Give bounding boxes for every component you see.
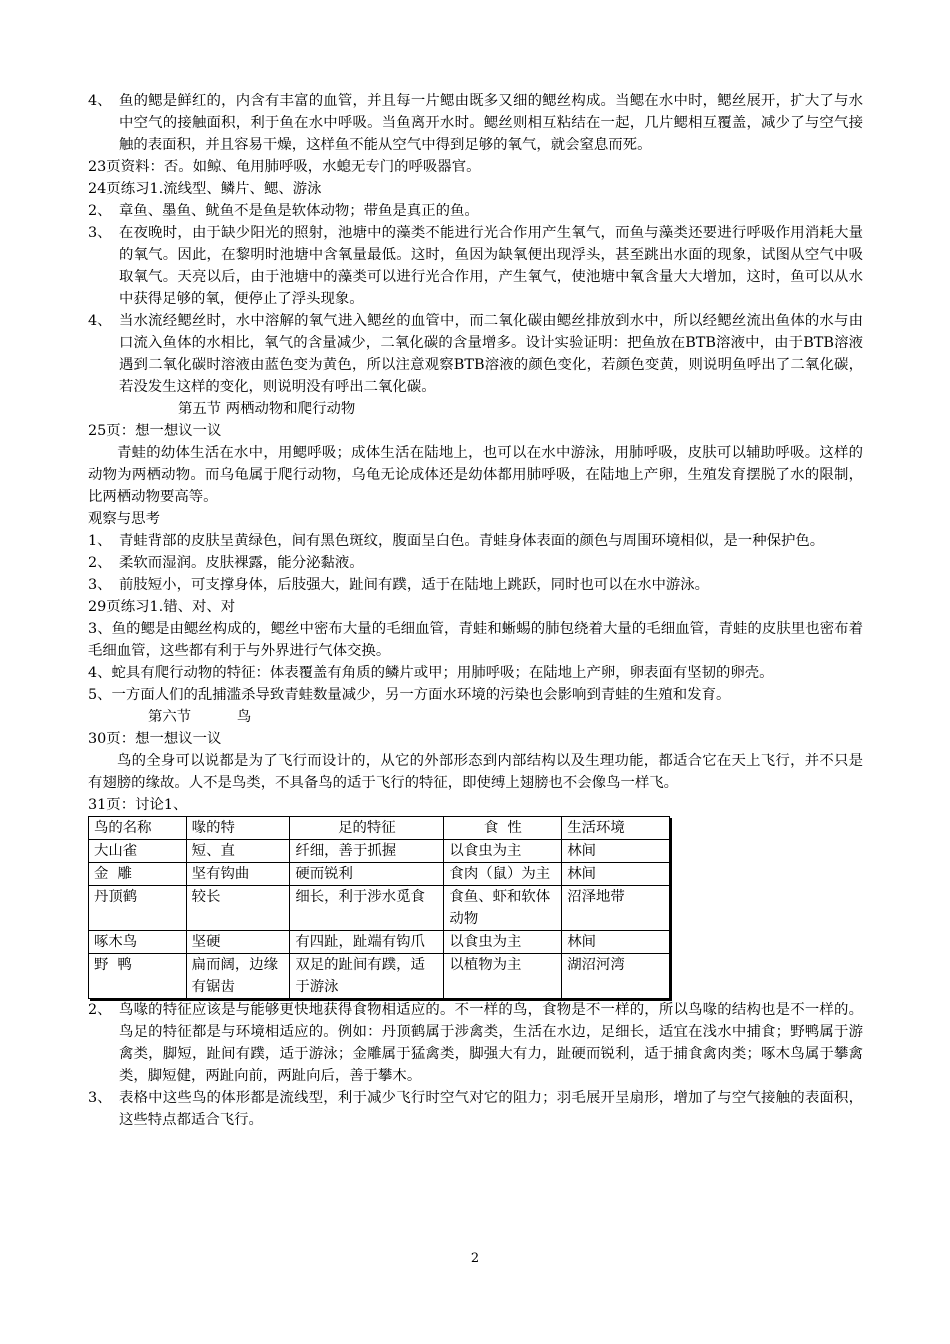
table-cell: 食肉（鼠）为主 <box>444 863 562 886</box>
p29-exercise: 29页练习1.错、对、对 <box>88 599 236 615</box>
table-header-row <box>89 817 670 840</box>
table-cell: 丹顶鹤 <box>89 886 187 931</box>
table-cell: 细长，利于涉水觅食 <box>290 886 444 931</box>
table-cell: 啄木鸟 <box>89 931 187 954</box>
table-cell: 金 雕 <box>89 863 187 886</box>
table-cell: 湖沼河湾 <box>562 954 670 999</box>
table-header: 喙的特 <box>186 817 290 840</box>
table-row <box>89 931 670 954</box>
table-row <box>89 954 670 999</box>
table-row <box>89 840 670 863</box>
table-row <box>89 863 670 886</box>
p30-text: 鸟的全身可以说都是为了飞行而设计的，从它的外部形态到内部结构以及生理功能，都适合它在天上飞行，并不只是有翅膀的缘故。人不是鸟类，不具备鸟的适于飞行的特征，即使缚上翅膀也不会像鸟一样飞。 <box>88 753 863 791</box>
table-cell: 纤细，善于抓握 <box>290 840 444 863</box>
table-cell: 大山雀 <box>89 840 187 863</box>
table-header: 鸟的名称 <box>89 817 187 840</box>
table-row <box>89 886 670 931</box>
section-5-heading: 第五节 两栖动物和爬行动物 <box>178 401 356 417</box>
p23-material: 23页资料：否。如鲸、龟用肺呼吸，水螅无专门的呼吸器官。 <box>88 159 481 175</box>
p25-text: 青蛙的幼体生活在水中，用鳃呼吸；成体生活在陆地上，也可以在水中游泳，用肺呼吸，皮肤可以辅助呼吸。这样的动物为两栖动物。而乌龟属于爬行动物，乌龟无论成体还是幼体都用肺呼吸，在陆地上产卵，生殖发育摆脱了水的限制，比两栖动物要高等。 <box>88 445 863 505</box>
p25-heading: 25页：想一想议一议 <box>88 423 222 439</box>
p29-ex-5: 5、一方面人们的乱捕滥杀导致青蛙数量减少，另一方面水环境的污染也会影响到青蛙的生殖和发育。 <box>88 687 731 703</box>
table-cell: 以植物为主 <box>444 954 562 999</box>
page-number: 2 <box>470 1251 480 1266</box>
discussion-3: 3、 表格中这些鸟的体形都是流线型，利于减少飞行时空气对它的阻力；羽毛展开呈扇形，增加了与空气接触的表面积，这些特点都适合飞行。 <box>88 1090 863 1128</box>
ex-4: 4、 当水流经鳃丝时，水中溶解的氧气进入鳃丝的血管中，而二氧化碳由鳃丝排放到水中，所以经鳃丝流出鱼体的水与由口流入鱼体的水相比，氧气的含量减少，二氧化碳的含量增多。设计实验证明：把鱼放在BTB溶液中，由于BTB溶液遇到二氧化碳时溶液由蓝色变为黄色，所以注意观察BTB溶液的颜色变化，若颜色变黄，则说明鱼呼出了二氧化碳，若没发生这样的变化，则说明没有呼出二氧化碳。 <box>88 313 863 395</box>
table-cell: 坚有钩曲 <box>186 863 290 886</box>
table-cell: 较长 <box>186 886 290 931</box>
table-cell: 野 鸭 <box>89 954 187 999</box>
p29-ex-4: 4、蛇具有爬行动物的特征：体表覆盖有角质的鳞片或甲；用肺呼吸；在陆地上产卵，卵表面有坚韧的卵壳。 <box>88 665 774 681</box>
para-gill: 4、 鱼的鳃是鲜红的，内含有丰富的血管，并且每一片鳃由既多又细的鳃丝构成。当鳃在水中时，鳃丝展开，扩大了与水中空气的接触面积，利于鱼在水中呼吸。当鱼离开水时。鳃丝则相互粘结在一起，几片鳃相互覆盖，减少了与空气接触的表面积，并且容易干燥，这样鱼不能从空气中得到足够的氧气，就会窒息而死。 <box>88 93 863 153</box>
table-cell: 沼泽地带 <box>562 886 670 931</box>
obs-3: 3、 前肢短小，可支撑身体，后肢强大，趾间有蹼，适于在陆地上跳跃，同时也可以在水中游泳。 <box>88 577 710 593</box>
obs-1: 1、 青蛙背部的皮肤呈黄绿色，间有黑色斑纹，腹面呈白色。青蛙身体表面的颜色与周围环境相似，是一种保护色。 <box>88 533 825 549</box>
p29-ex-3: 3、鱼的鳃是由鳃丝构成的，鳃丝中密布大量的毛细血管，青蛙和蜥蜴的肺包绕着大量的毛细血管，青蛙的皮肤里也密布着毛细血管，这些都有利于与外界进行气体交换。 <box>88 621 863 659</box>
page-body <box>88 90 863 1131</box>
p30-heading: 30页：想一想议一议 <box>88 731 222 747</box>
table-cell: 双足的趾间有蹼，适于游泳 <box>290 954 444 999</box>
table-cell: 以食虫为主 <box>444 931 562 954</box>
p24-exercise: 24页练习1.流线型、鳞片、鳃、游泳 <box>88 181 322 197</box>
section-6-heading: 第六节 鸟 <box>148 709 252 725</box>
obs-2: 2、 柔软而湿润。皮肤裸露，能分泌黏液。 <box>88 555 364 571</box>
table-cell: 短、直 <box>186 840 290 863</box>
p31-heading: 31页：讨论1、 <box>88 797 188 813</box>
table-cell: 林间 <box>562 931 670 954</box>
observe-heading: 观察与思考 <box>88 511 160 527</box>
table-cell: 硬而锐利 <box>290 863 444 886</box>
table-header: 食 性 <box>444 817 562 840</box>
table-cell: 林间 <box>562 840 670 863</box>
table-cell: 林间 <box>562 863 670 886</box>
table-cell: 有四趾，趾端有钩爪 <box>290 931 444 954</box>
table-header: 生活环境 <box>562 817 670 840</box>
ex-2: 2、 章鱼、墨鱼、鱿鱼不是鱼是软体动物；带鱼是真正的鱼。 <box>88 203 479 219</box>
bird-table <box>88 816 670 999</box>
table-header: 足的特征 <box>290 817 444 840</box>
table-cell: 以食虫为主 <box>444 840 562 863</box>
table-cell: 食鱼、虾和软体动物 <box>444 886 562 931</box>
discussion-2: 2、 鸟喙的特征应该是与能够更快地获得食物相适应的。不一样的鸟，食物是不一样的，所以鸟喙的结构也是不一样的。鸟足的特征都是与环境相适应的。例如：丹顶鹤属于涉禽类，生活在水边，足细长，适宜在浅水中捕食；野鸭属于游禽类，脚短，趾间有蹼，适于游泳；金雕属于猛禽类，脚强大有力，趾硬而锐利，适于捕食禽肉类；啄木鸟属于攀禽类，脚短健，两趾向前，两趾向后，善于攀木。 <box>88 1002 863 1084</box>
table-cell: 坚硬 <box>186 931 290 954</box>
ex-3: 3、 在夜晚时，由于缺少阳光的照射，池塘中的藻类不能进行光合作用产生氧气，而鱼与藻类还要进行呼吸作用消耗大量的氧气。因此，在黎明时池塘中含氧量最低。这时，鱼因为缺氧便出现浮头，甚至跳出水面的现象，试图从空气中吸取氧气。天亮以后，由于池塘中的藻类可以进行光合作用，产生氧气，使池塘中氧含量大大增加，这时，鱼可以从水中获得足够的氧，便停止了浮头现象。 <box>88 225 863 307</box>
table-cell: 扁而阔，边缘有锯齿 <box>186 954 290 999</box>
